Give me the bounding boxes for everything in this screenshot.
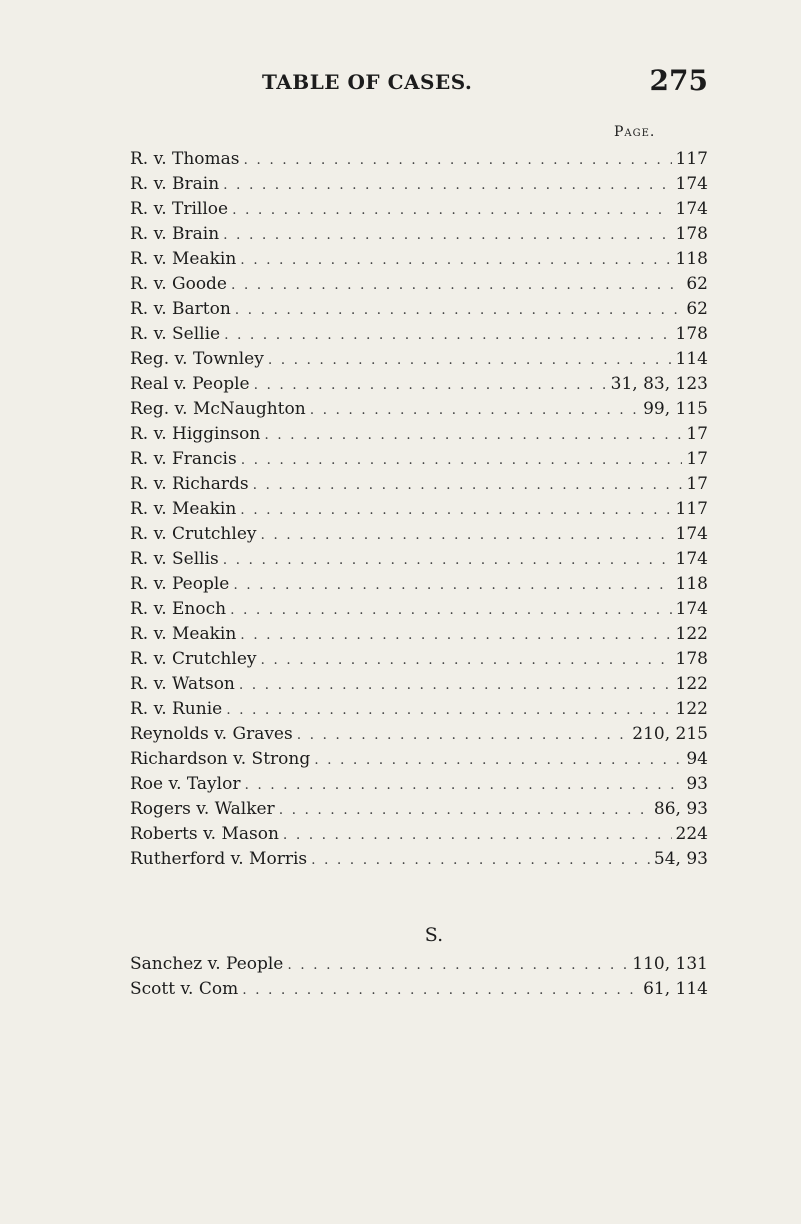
page-number: 275 <box>649 64 708 97</box>
case-name: R. v. People <box>130 574 230 594</box>
case-pages: 117 <box>675 499 708 519</box>
case-name: R. v. Crutchley <box>130 649 257 669</box>
case-entry <box>130 572 708 597</box>
dot-leader <box>264 423 682 448</box>
case-name: R. v. Thomas <box>130 149 240 169</box>
case-entry <box>130 847 708 872</box>
case-entry <box>130 472 708 497</box>
case-name: R. v. Watson <box>130 674 235 694</box>
case-name: R. v. Higginson <box>130 424 261 444</box>
dot-leader <box>297 723 629 748</box>
case-pages: 178 <box>675 324 708 344</box>
dot-leader <box>261 648 672 673</box>
case-pages: 174 <box>675 174 708 194</box>
case-name: Rutherford v. Morris <box>130 849 308 869</box>
case-entry <box>130 247 708 272</box>
dot-leader <box>314 748 682 773</box>
case-pages: 99, 115 <box>643 399 708 419</box>
dot-leader <box>287 953 628 978</box>
case-pages: 17 <box>686 474 708 494</box>
case-name: Richardson v. Strong <box>130 749 311 769</box>
page-column-label: Page. <box>614 124 656 140</box>
case-name: R. v. Meakin <box>130 249 237 269</box>
case-pages: 210, 215 <box>632 724 708 744</box>
case-pages: 31, 83, 123 <box>610 374 708 394</box>
dot-leader <box>235 298 683 323</box>
dot-leader <box>223 548 672 573</box>
case-pages: 61, 114 <box>643 979 708 999</box>
dot-leader <box>261 523 672 548</box>
case-entry <box>130 422 708 447</box>
case-entry <box>130 547 708 572</box>
case-pages: 178 <box>675 224 708 244</box>
case-entry <box>130 347 708 372</box>
dot-leader <box>240 498 671 523</box>
case-pages: 122 <box>675 674 708 694</box>
case-pages: 117 <box>675 149 708 169</box>
dot-leader <box>240 248 671 273</box>
case-entry <box>130 397 708 422</box>
case-entry <box>130 722 708 747</box>
dot-leader <box>279 798 650 823</box>
running-title: TABLE OF CASES. <box>262 70 473 94</box>
dot-leader <box>242 978 639 1003</box>
case-pages: 54, 93 <box>653 849 708 869</box>
case-pages: 62 <box>686 299 708 319</box>
case-name: R. v. Francis <box>130 449 237 469</box>
case-name: Reg. v. McNaughton <box>130 399 306 419</box>
case-name: Roe v. Taylor <box>130 774 241 794</box>
case-name: R. v. Runie <box>130 699 223 719</box>
case-name: R. v. Brain <box>130 224 220 244</box>
case-name: Reynolds v. Graves <box>130 724 293 744</box>
case-pages: 94 <box>686 749 708 769</box>
case-pages: 118 <box>675 249 708 269</box>
case-list-s <box>130 952 708 1002</box>
section-letter: S. <box>424 924 444 946</box>
case-pages: 174 <box>675 199 708 219</box>
dot-leader <box>230 598 671 623</box>
case-pages: 17 <box>686 424 708 444</box>
case-pages: 224 <box>675 824 708 844</box>
case-entry <box>130 172 708 197</box>
case-name: Rogers v. Walker <box>130 799 275 819</box>
dot-leader <box>233 573 671 598</box>
dot-leader <box>254 373 607 398</box>
case-pages: 86, 93 <box>653 799 708 819</box>
dot-leader <box>232 198 671 223</box>
case-pages: 114 <box>675 349 708 369</box>
dot-leader <box>240 623 671 648</box>
case-entry <box>130 772 708 797</box>
dot-leader <box>268 348 672 373</box>
case-entry <box>130 672 708 697</box>
dot-leader <box>241 448 683 473</box>
case-list-r <box>130 147 708 872</box>
case-name: R. v. Brain <box>130 174 220 194</box>
case-entry <box>130 797 708 822</box>
dot-leader <box>253 473 683 498</box>
dot-leader <box>283 823 672 848</box>
case-name: Scott v. Com <box>130 979 239 999</box>
case-pages: 122 <box>675 624 708 644</box>
case-name: R. v. Sellis <box>130 549 219 569</box>
case-entry <box>130 952 708 977</box>
case-pages: 174 <box>675 524 708 544</box>
case-entry <box>130 272 708 297</box>
case-name: Sanchez v. People <box>130 954 284 974</box>
dot-leader <box>311 848 650 873</box>
case-pages: 118 <box>675 574 708 594</box>
case-entry <box>130 372 708 397</box>
case-entry <box>130 747 708 772</box>
case-entry <box>130 147 708 172</box>
case-entry <box>130 622 708 647</box>
case-entry <box>130 647 708 672</box>
dot-leader <box>310 398 639 423</box>
case-entry <box>130 597 708 622</box>
case-pages: 122 <box>675 699 708 719</box>
case-name: R. v. Crutchley <box>130 524 257 544</box>
case-pages: 17 <box>686 449 708 469</box>
dot-leader <box>244 773 682 798</box>
case-name: R. v. Meakin <box>130 499 237 519</box>
case-entry <box>130 447 708 472</box>
case-entry <box>130 822 708 847</box>
dot-leader <box>244 148 672 173</box>
case-name: R. v. Sellie <box>130 324 221 344</box>
case-pages: 174 <box>675 549 708 569</box>
case-entry <box>130 197 708 222</box>
case-pages: 174 <box>675 599 708 619</box>
case-entry <box>130 977 708 1002</box>
case-entry <box>130 522 708 547</box>
dot-leader <box>224 323 671 348</box>
case-name: Real v. People <box>130 374 250 394</box>
case-entry <box>130 497 708 522</box>
page-header <box>130 64 708 104</box>
case-name: R. v. Enoch <box>130 599 227 619</box>
case-pages: 178 <box>675 649 708 669</box>
dot-leader <box>226 698 671 723</box>
dot-leader <box>223 173 671 198</box>
case-entry <box>130 322 708 347</box>
case-entry <box>130 697 708 722</box>
dot-leader <box>231 273 682 298</box>
case-pages: 62 <box>686 274 708 294</box>
case-pages: 93 <box>686 774 708 794</box>
case-name: Roberts v. Mason <box>130 824 279 844</box>
case-pages: 110, 131 <box>632 954 708 974</box>
dot-leader <box>239 673 672 698</box>
case-name: R. v. Goode <box>130 274 227 294</box>
case-name: R. v. Richards <box>130 474 249 494</box>
case-name: R. v. Trilloe <box>130 199 229 219</box>
case-list-s-section <box>130 916 708 1002</box>
case-name: R. v. Meakin <box>130 624 237 644</box>
dot-leader <box>223 223 671 248</box>
case-entry <box>130 222 708 247</box>
case-name: Reg. v. Townley <box>130 349 264 369</box>
case-name: R. v. Barton <box>130 299 231 319</box>
case-entry <box>130 297 708 322</box>
